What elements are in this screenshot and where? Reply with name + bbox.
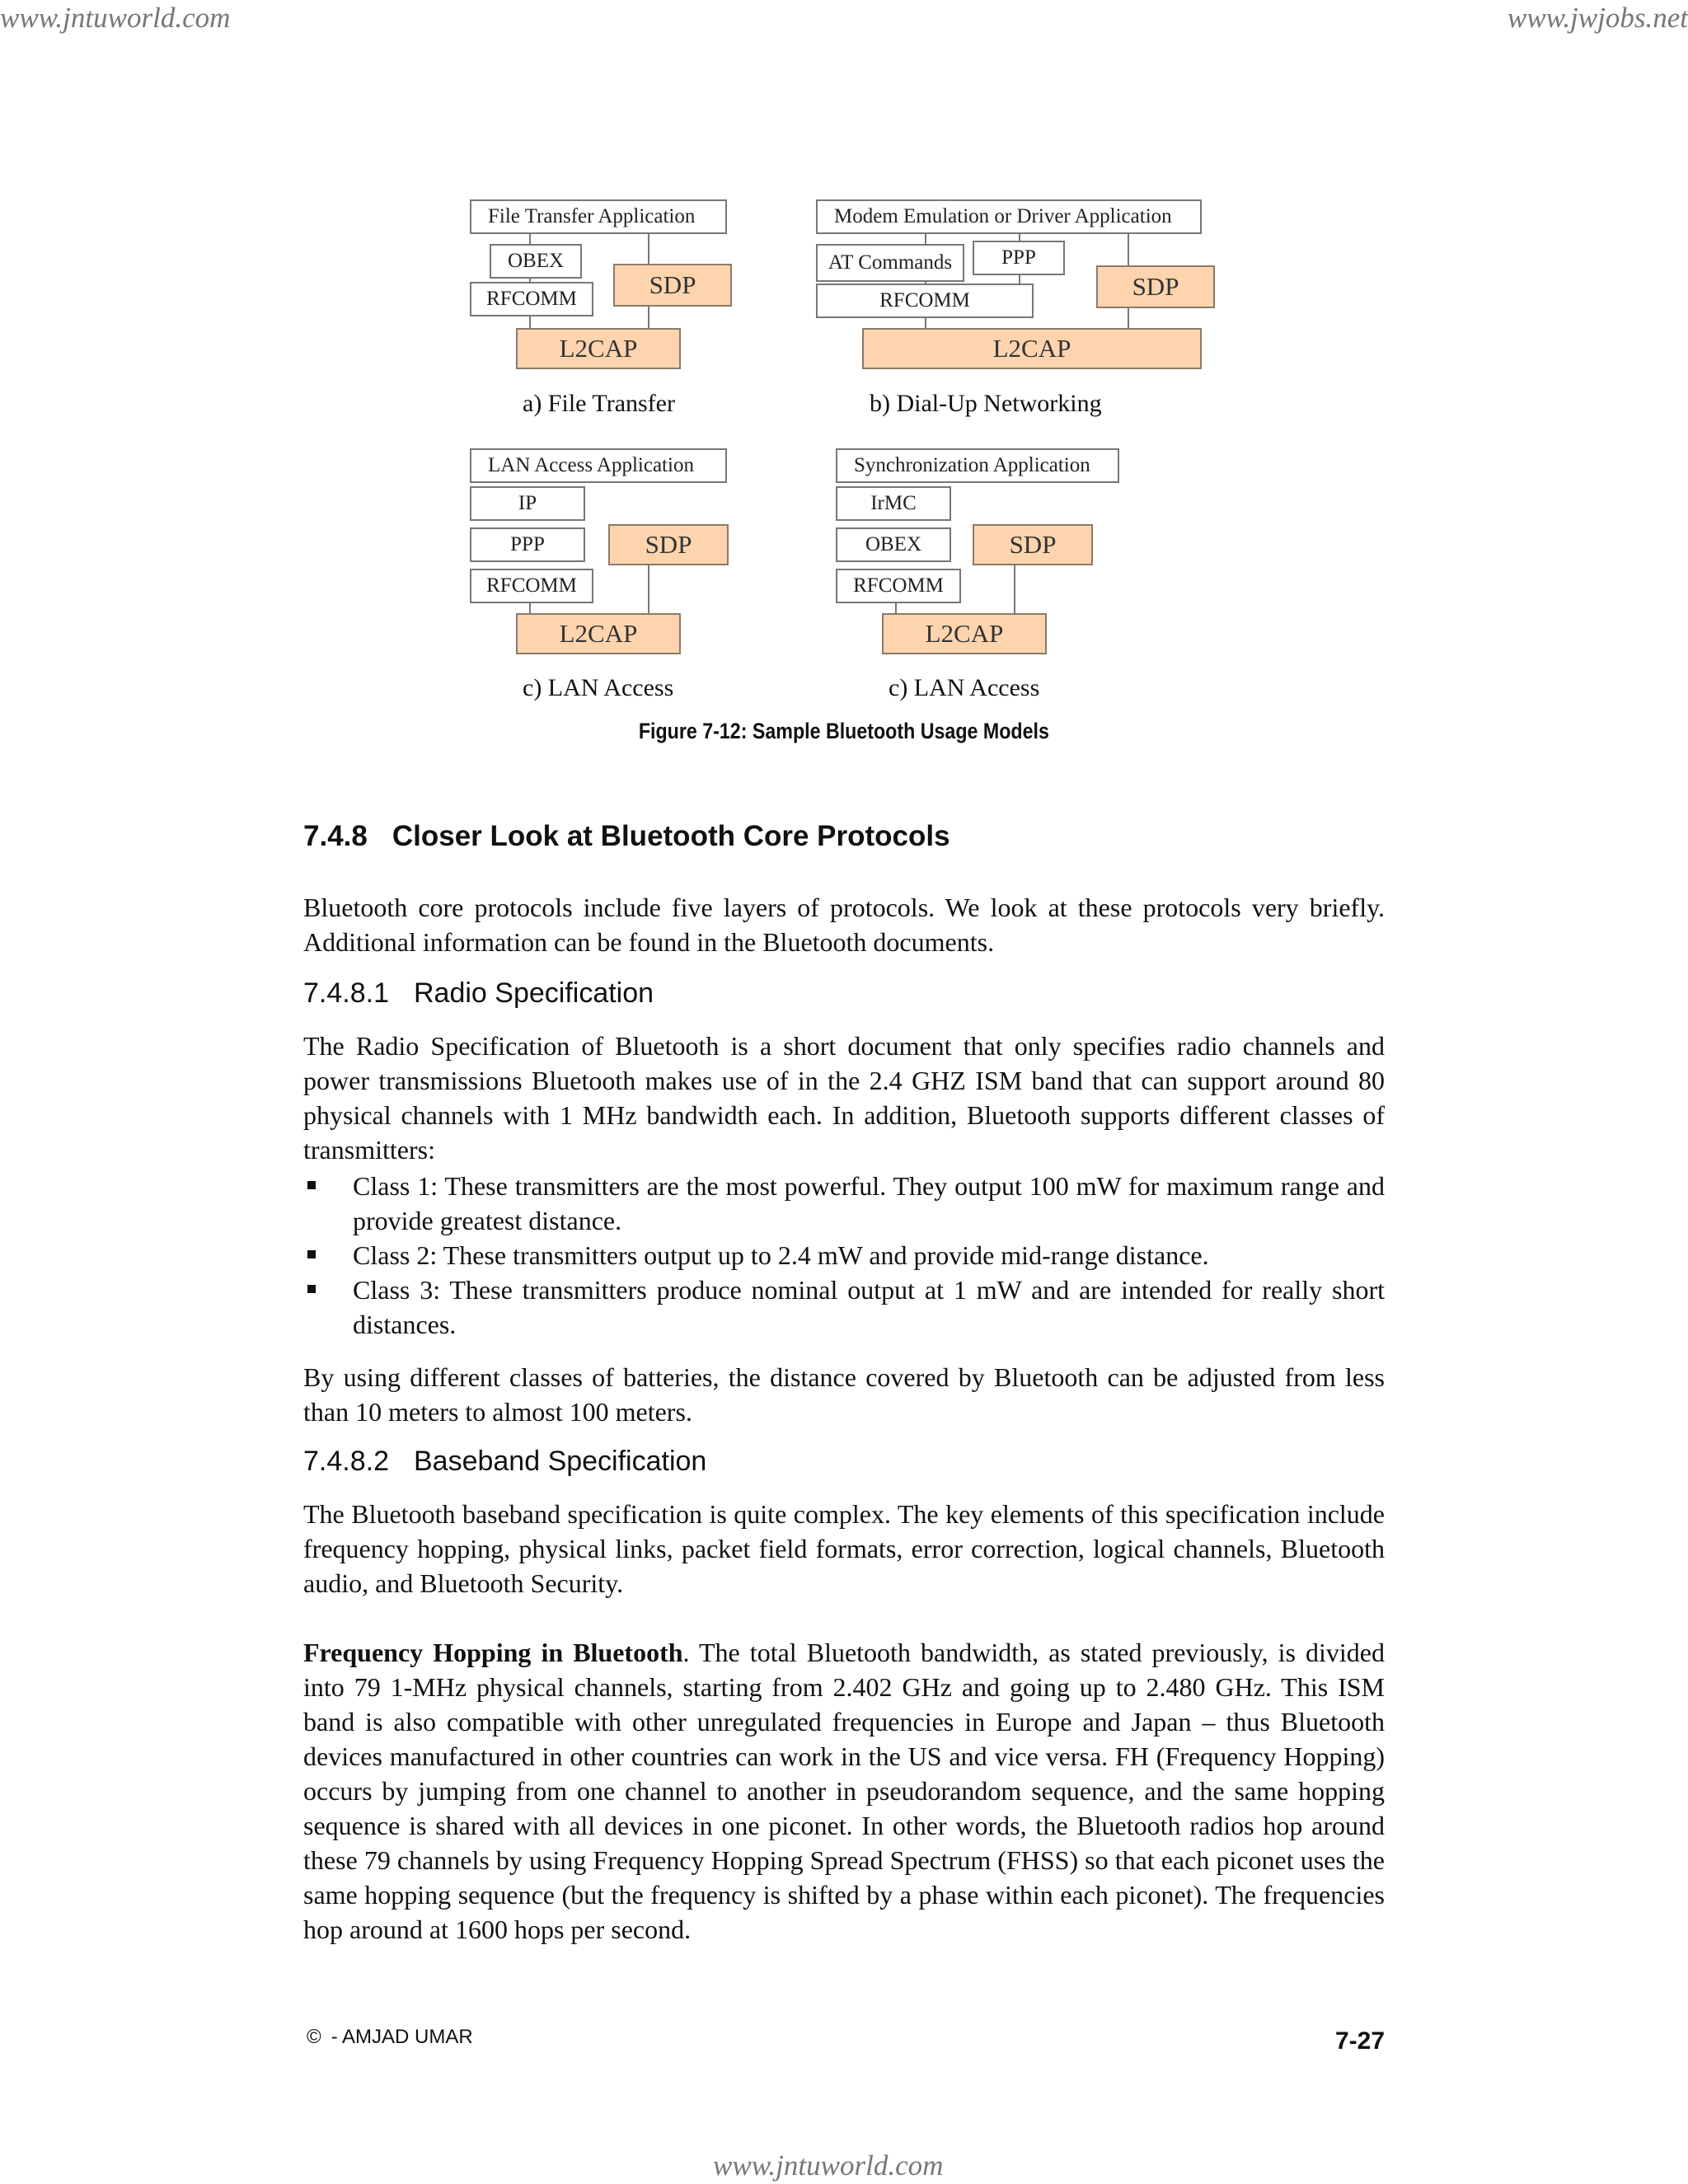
synchronization-application-box: Synchronization Application <box>836 448 1119 483</box>
radio-spec-paragraph: The Radio Specification of Bluetooth is a short document that only specifies radio channels and power transmissions Bluetooth makes use of in the 2.4 GHZ ISM band that can support around 80 physical channels with 1 MHz bandwidth each. In addition, Bluetooth supports different classes of transmitters: <box>303 1031 1385 1165</box>
list-item-text: Class 2: These transmitters output up to 2.4 mW and provide mid-range distance. <box>353 1240 1209 1270</box>
watermark-bottom: www.jntuworld.com <box>713 2149 944 2182</box>
baseband-spec-heading <box>303 1446 706 1478</box>
radio-spec-heading <box>303 977 654 1010</box>
frequency-hopping-text: . The total Bluetooth bandwidth, as stated previously, is divided into 79 1-MHz physical channels, starting from 2.402 GHz and going up to 2.480 GHz. This ISM band is also compatible with other unregulated frequencies in Europe and Japan – thus Bluetooth devices manufactured in other countries can work in the US and vice versa. FH (Frequency Hopping) occurs by jumping from one channel to another in pseudorandom sequence, and the same hopping sequence is shared with all devices in one piconet. In other words, the Bluetooth radios hop around these 79 channels by using Frequency Hopping Spread Spectrum (FHSS) so that each piconet uses the same hopping sequence (but the frequency is shifted by a phase within each piconet). The frequencies hop around at 1600 hops per second. <box>303 1638 1385 1944</box>
rfcomm-box: RFCOMM <box>816 284 1034 318</box>
rfcomm-box: RFCOMM <box>470 282 593 316</box>
author-name: - AMJAD UMAR <box>331 2026 473 2048</box>
bullet-marker <box>307 1181 316 1189</box>
subsection-title: Radio Specification <box>413 977 654 1009</box>
l2cap-box: L2CAP <box>516 328 681 369</box>
list-item <box>303 1238 1385 1272</box>
panel-caption: b) Dial-Up Networking <box>870 390 1102 417</box>
frequency-hopping-paragraph <box>303 1635 1385 1947</box>
radio-spec-closing-paragraph: By using different classes of batteries, the distance covered by Bluetooth can be adjusted from less than 10 meters to almost 100 meters. <box>303 1362 1385 1427</box>
section-number: 7.4.8 <box>303 820 368 852</box>
ppp-box: PPP <box>470 527 585 562</box>
page-number: 7-27 <box>1334 2027 1385 2055</box>
list-item-text: Class 3: These transmitters produce nominal output at 1 mW and are intended for really short distances. <box>353 1275 1385 1339</box>
list-item <box>303 1272 1385 1342</box>
list-item <box>303 1169 1385 1238</box>
copyright-symbol: © <box>307 2026 321 2048</box>
file-transfer-application-box: File Transfer Application <box>470 199 727 234</box>
l2cap-box: L2CAP <box>862 328 1202 369</box>
panel-caption: c) LAN Access <box>889 674 1040 701</box>
l2cap-box: L2CAP <box>882 613 1047 654</box>
rfcomm-box: RFCOMM <box>470 569 593 603</box>
lan-access-application-box: LAN Access Application <box>470 448 727 483</box>
obex-box: OBEX <box>490 244 582 279</box>
l2cap-box: L2CAP <box>516 613 681 654</box>
obex-box: OBEX <box>836 527 951 562</box>
baseband-spec-paragraph: The Bluetooth baseband specification is quite complex. The key elements of this specification include frequency hopping, physical links, packet field formats, error correction, logical channels, Bluetooth audio, and Bluetooth Security. <box>303 1499 1385 1598</box>
modem-emulation-application-box: Modem Emulation or Driver Application <box>816 199 1202 234</box>
section-intro-paragraph: Bluetooth core protocols include five layers of protocols. We look at these protocols very briefly. Additional information can be found in the Bluetooth documents. <box>303 893 1385 957</box>
subsection-number: 7.4.8.2 <box>303 1446 389 1477</box>
footer-author <box>307 2026 473 2049</box>
subsection-title: Baseband Specification <box>413 1446 707 1477</box>
irmc-box: IrMC <box>836 486 951 521</box>
panel-caption: c) LAN Access <box>523 674 674 701</box>
sdp-box: SDP <box>1096 265 1215 308</box>
bullet-marker <box>307 1285 316 1293</box>
figure-caption: Figure 7-12: Sample Bluetooth Usage Models <box>638 719 1049 743</box>
ip-box: IP <box>470 486 585 521</box>
watermark-top-left: www.jntuworld.com <box>0 2 231 34</box>
rfcomm-box: RFCOMM <box>836 569 961 603</box>
frequency-hopping-lead: Frequency Hopping in Bluetooth <box>303 1638 683 1667</box>
sdp-box: SDP <box>608 524 729 565</box>
section-heading <box>303 820 950 853</box>
at-commands-box: AT Commands <box>816 244 964 282</box>
panel-caption: a) File Transfer <box>523 390 675 417</box>
watermark-top-right: www.jwjobs.net <box>1507 2 1688 34</box>
section-title: Closer Look at Bluetooth Core Protocols <box>392 820 950 852</box>
sdp-box: SDP <box>613 264 732 307</box>
ppp-box: PPP <box>973 241 1065 275</box>
subsection-number: 7.4.8.1 <box>303 977 389 1009</box>
bullet-marker <box>307 1250 316 1258</box>
list-item-text: Class 1: These transmitters are the most powerful. They output 100 mW for maximum range and provide greatest distance. <box>353 1171 1385 1235</box>
sdp-box: SDP <box>973 524 1093 565</box>
